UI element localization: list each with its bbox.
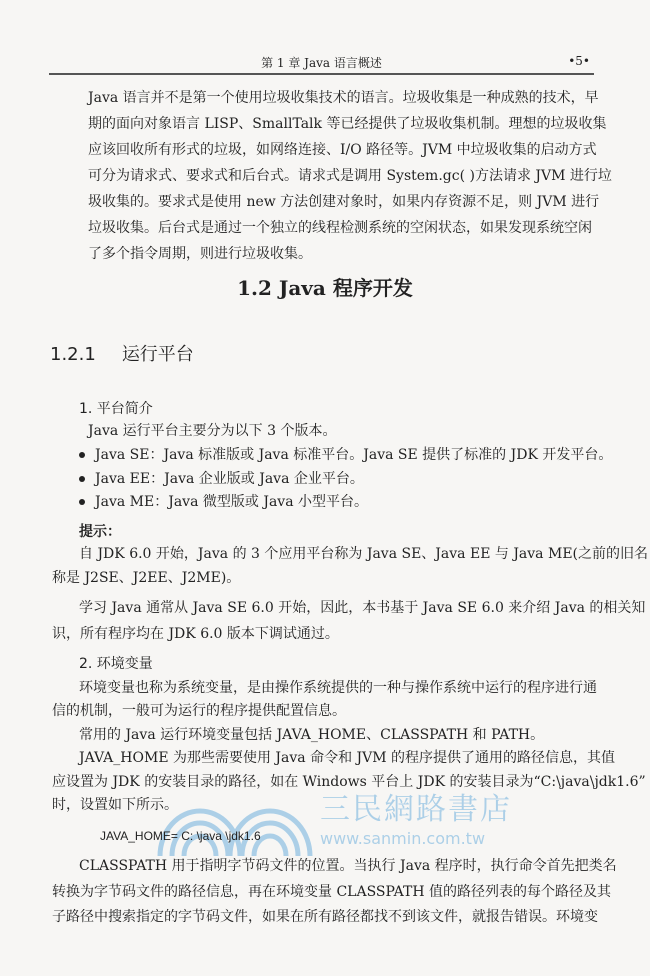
header-rule: [49, 73, 594, 75]
text-line: CLASSPATH 用于指明字节码文件的位置。当执行 Java 程序时，执行命令首先把类名: [79, 858, 617, 874]
text-line: 应该回收所有形式的垃圾，如网络连接、I/O 路径等。JVM 中垃圾收集的启动方式: [88, 142, 597, 158]
text-line: 学习 Java 通常从 Java SE 6.0 开始，因此，本书基于 Java SE 6.0 来介绍 Java 的相关知: [79, 600, 646, 616]
text-line: 识，所有程序均在 JDK 6.0 版本下调试通过。: [52, 626, 339, 642]
watermark-name: 三民網路書店: [320, 792, 512, 827]
text-line: 圾收集的。要求式是使用 new 方法创建对象时，如果内存资源不足，则 JVM 进行: [88, 194, 600, 210]
bullet-text: Java EE：Java 企业版或 Java 企业平台。: [95, 471, 364, 487]
bullet-icon: [79, 476, 85, 482]
subsection-title: 运行平台: [121, 344, 194, 365]
section-heading: 1.2 Java 程序开发: [237, 276, 413, 300]
tip-line: 称是 J2SE、J2EE、J2ME)。: [52, 570, 241, 586]
bullet-item: [79, 469, 364, 489]
text-line: 了多个指令周期，则进行垃圾收集。: [88, 246, 312, 262]
text-line: 期的面向对象语言 LISP、SmallTalk 等已经提供了垃圾收集机制。理想的垃圾收集: [88, 116, 607, 132]
tip-line: 自 JDK 6.0 开始，Java 的 3 个应用平台称为 Java SE、Java EE 与 Java ME(之前的旧名: [79, 546, 648, 562]
text-line: Java 语言并不是第一个使用垃圾收集技术的语言。垃圾收集是一种成熟的技术，早: [88, 90, 599, 106]
text-line: 转换为字节码文件的路径信息，再在环境变量 CLASSPATH 值的路径列表的每个路径及其: [52, 884, 611, 900]
text-line: 子路径中搜索指定的字节码文件，如果在所有路径都找不到该文件，就报告错误。环境变: [52, 909, 598, 925]
chapter-title: 第 1 章 Java 语言概述: [261, 56, 382, 70]
bullet-icon: [79, 452, 85, 458]
bullet-item: [79, 492, 368, 512]
code-line: JAVA_HOME= C: \java \jdk1.6: [100, 829, 261, 843]
text-line: JAVA_HOME 为那些需要使用 Java 命令和 JVM 的程序提供了通用的路径信息，其值: [79, 750, 616, 766]
text-line: 可分为请求式、要求式和后台式。请求式是调用 System.gc( )方法请求 JVM 进行垃: [88, 168, 612, 184]
text-line: 环境变量也称为系统变量，是由操作系统提供的一种与操作系统中运行的程序进行通: [79, 680, 597, 696]
text-line: 信的机制，一般可为运行的程序提供配置信息。: [52, 703, 346, 719]
bullet-icon: [79, 499, 85, 505]
platform-intro: Java 运行平台主要分为以下 3 个版本。: [88, 423, 337, 439]
watermark-url: www.sanmin.com.tw: [320, 829, 486, 848]
text-line: 常用的 Java 运行环境变量包括 JAVA_HOME、CLASSPATH 和 PATH。: [79, 727, 545, 743]
bullet-item: [79, 445, 612, 465]
platform-heading: 1. 平台简介: [79, 401, 153, 417]
tip-label: 提示：: [79, 524, 121, 540]
bullet-text: Java SE：Java 标准版或 Java 标准平台。Java SE 提供了标准的 JDK 开发平台。: [95, 447, 613, 463]
bullet-text: Java ME：Java 微型版或 Java 小型平台。: [95, 494, 368, 510]
env-heading: 2. 环境变量: [79, 656, 153, 672]
subsection-number: 1.2.1: [50, 344, 96, 365]
text-line: 垃圾收集。后台式是通过一个独立的线程检测系统的空闲状态，如果发现系统空闲: [88, 220, 592, 236]
sanmin-watermark: [150, 790, 512, 856]
page-number: •5•: [568, 54, 590, 68]
text-line: 时，设置如下所示。: [52, 797, 178, 813]
subsection-heading: [50, 340, 220, 366]
text-line: 应设置为 JDK 的安装目录的路径，如在 Windows 平台上 JDK 的安装目录为“C:\java\jdk1.6”: [52, 774, 646, 790]
running-header: [49, 52, 594, 72]
